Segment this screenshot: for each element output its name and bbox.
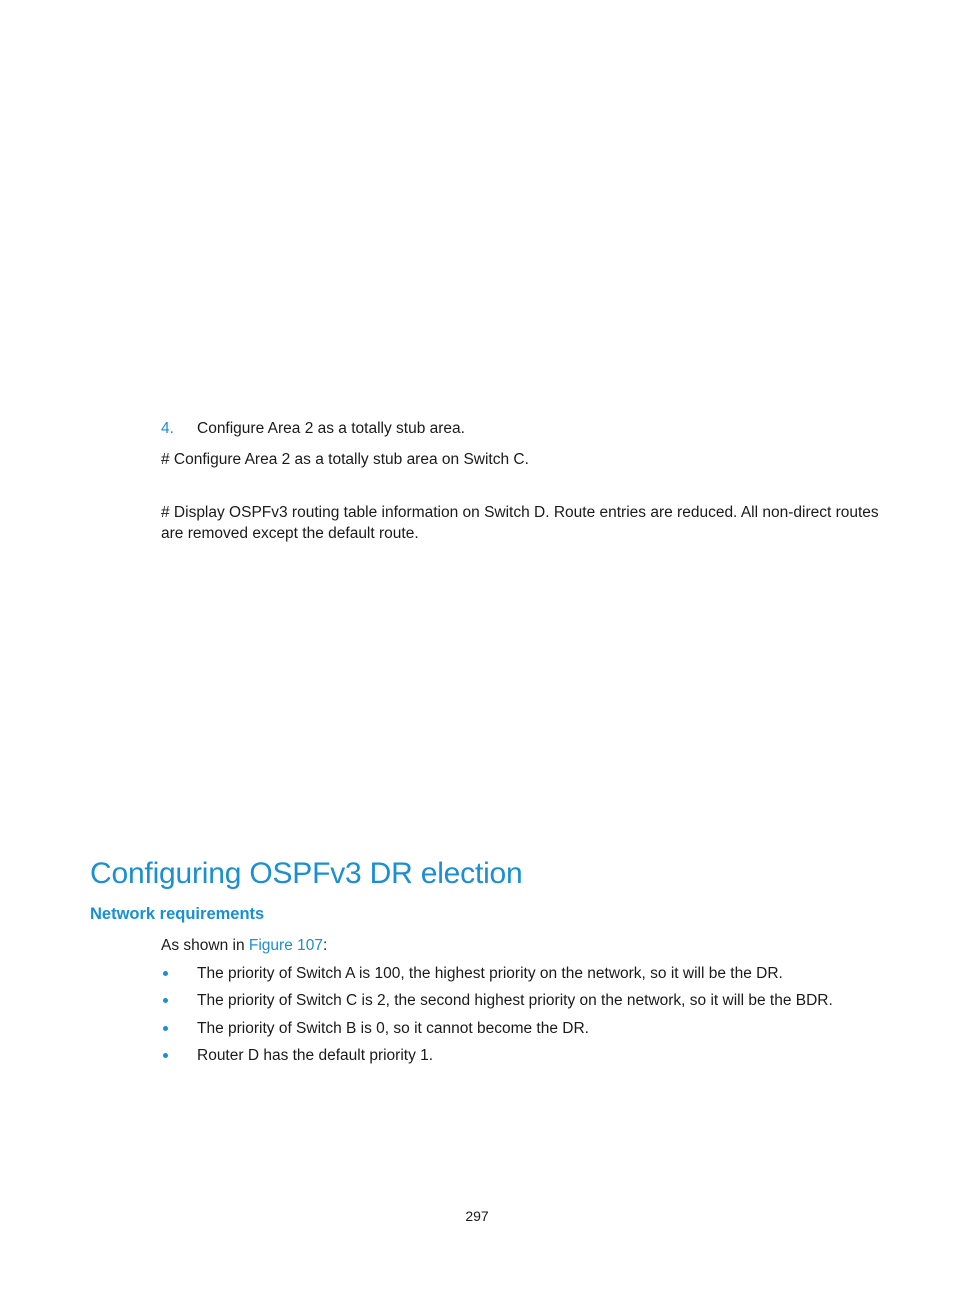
section-title: Configuring OSPFv3 DR election (90, 857, 523, 890)
intro-prefix: As shown in (161, 937, 249, 954)
intro-line (161, 935, 327, 956)
list-item-text: Router D has the default priority 1. (197, 1047, 434, 1064)
figure-link[interactable]: Figure 107 (248, 937, 323, 954)
page-number: 297 (465, 1208, 489, 1224)
step-4-text: Configure Area 2 as a totally stub area. (197, 420, 465, 437)
display-comment-line-2: are removed except the default route. (161, 525, 419, 542)
bullet-icon (163, 998, 168, 1003)
intro-suffix: : (323, 937, 328, 954)
bullet-icon (163, 1026, 168, 1031)
section-subtitle: Network requirements (90, 905, 265, 923)
list-item-text: The priority of Switch C is 2, the second highest priority on the network, so it will be the BDR. (197, 992, 833, 1009)
display-comment (161, 502, 881, 544)
display-comment-line-1: # Display OSPFv3 routing table information on Switch D. Route entries are reduced. All non-direct routes (161, 504, 879, 521)
bullet-icon (163, 1053, 168, 1058)
bullet-icon (163, 971, 168, 976)
step-number: 4. (161, 420, 174, 437)
step-4 (161, 418, 174, 439)
list-item-text: The priority of Switch A is 100, the highest priority on the network, so it will be the DR. (197, 965, 783, 982)
configure-comment: # Configure Area 2 as a totally stub area on Switch C. (161, 451, 529, 468)
list-item-text: The priority of Switch B is 0, so it cannot become the DR. (197, 1020, 589, 1037)
